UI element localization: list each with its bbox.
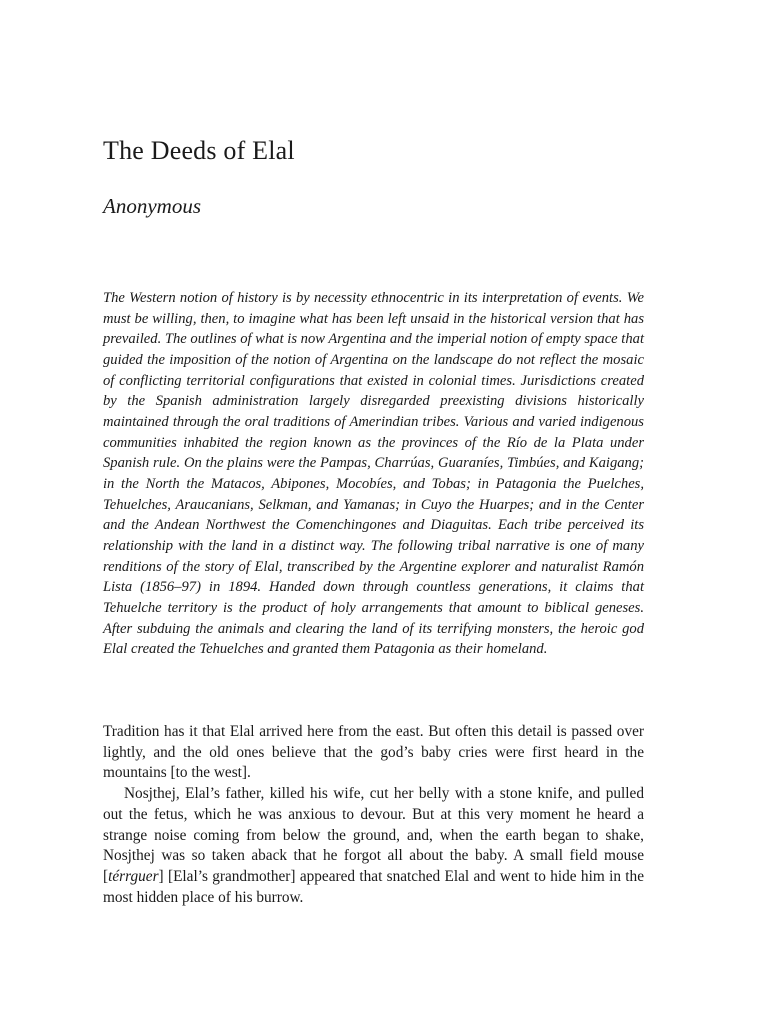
body-text bbox=[103, 722, 644, 908]
body-paragraph-2-part1: Nosjthej, Elal’s father, killed his wife, cut her belly with a stone knife, and pulled out the fetus, which he was anxious to devour. But at this very moment he heard a strange noise coming from below the ground, and, when the earth began to shake, Nosjthej was so taken aback that he forgot all about the baby. A small field mouse [ bbox=[103, 785, 644, 885]
chapter-author: Anonymous bbox=[103, 194, 201, 218]
chapter-title: The Deeds of Elal bbox=[103, 136, 295, 165]
intro-paragraph: The Western notion of history is by necessity ethnocentric in its interpretation of events. We must be willing, then, to imagine what has been left unsaid in the historical version that has prevailed. The outlines of what is now Argentina and the imperial notion of empty space that guided the imposition of the notion of Argentina on the landscape do not reflect the mosaic of conflicting territorial configurations that existed in colonial times. Jurisdictions created by the Spanish administration largely disregarded preexisting divisions historically maintained through the oral traditions of Amerindian tribes. Various and varied indigenous communities inhabited the region known as the provinces of the Río de la Plata under Spanish rule. On the plains were the Pampas, Charrúas, Guaraníes, Timbúes, and Kaigang; in the North the Matacos, Abipones, Mocobíes, and Tobas; in Patagonia the Puelches, Tehuelches, Araucanians, Selkman, and Yamanas; in Cuyo the Huarpes; and in the Center and the Andean Northwest the Comenchingones and Diaguitas. Each tribe perceived its relationship with the land in a distinct way. The following tribal narrative is one of many renditions of the story of Elal, transcribed by the Argentine explorer and naturalist Ramón Lista (1856–97) in 1894. Handed down through countless generations, it claims that Tehuelche territory is the product of holy arrangements that amount to biblical geneses. After subduing the animals and clearing the land of its terrifying monsters, the heroic god Elal created the Tehuelches and granted them Patagonia as their homeland. bbox=[103, 290, 645, 658]
body-paragraph-2-part2: ] [Elal’s grandmother] appeared that snatched Elal and went to hide him in the most hidden place of his burrow. bbox=[103, 867, 644, 906]
term-terrguer: térrguer bbox=[108, 867, 159, 885]
body-paragraph-2 bbox=[103, 784, 644, 908]
body-paragraph-1: Tradition has it that Elal arrived here from the east. But often this detail is passed over lightly, and the old ones believe that the god’s baby cries were first heard in the mountains [to the west]. bbox=[103, 723, 644, 782]
